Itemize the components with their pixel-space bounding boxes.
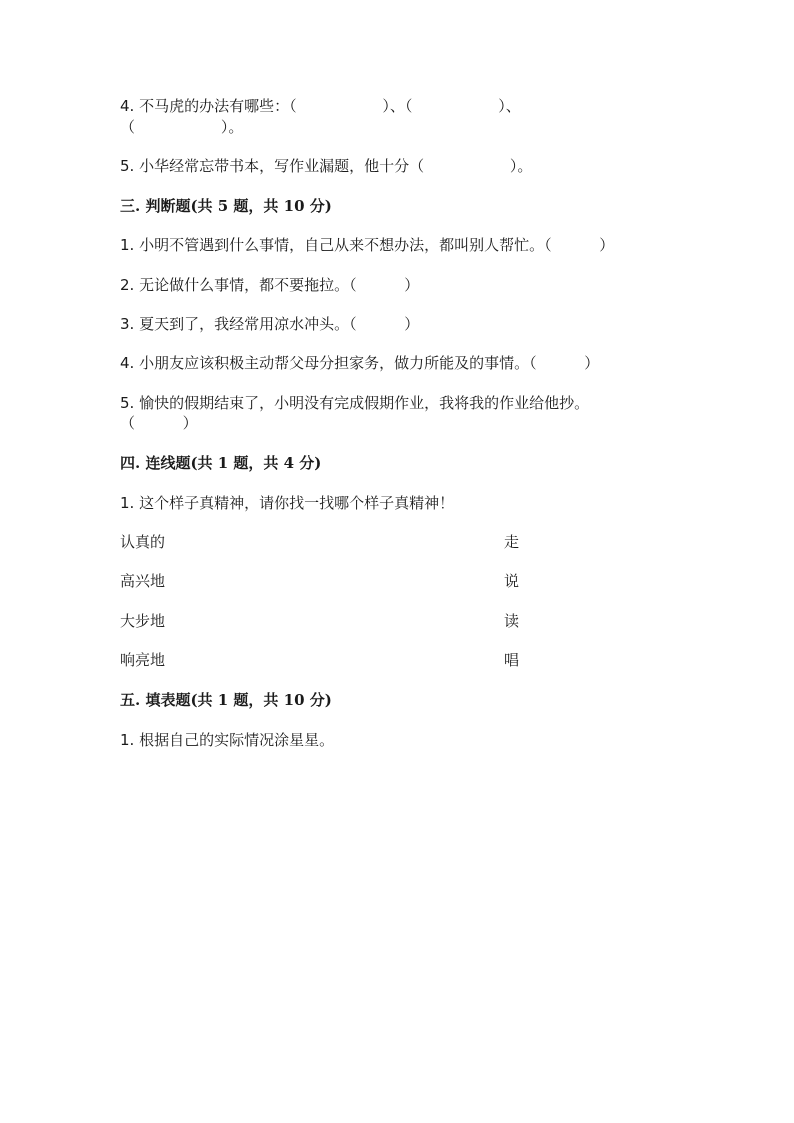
judge-section-heading: 三. 判断题(共 5 题，共 10 分) (120, 197, 332, 215)
matching-left-item: 大步地 (120, 612, 166, 630)
judge-q1: 1. 小明不管遇到什么事情，自己从来不想办法，都叫别人帮忙。（ ） (120, 236, 615, 254)
matching-right-item: 走 (504, 533, 520, 551)
judge-q4: 4. 小朋友应该积极主动帮父母分担家务，做力所能及的事情。（ ） (120, 354, 600, 372)
matching-left-item: 认真的 (120, 533, 166, 551)
matching-right-item: 唱 (504, 651, 520, 669)
table-fill-section-heading: 五. 填表题(共 1 题，共 10 分) (120, 691, 332, 709)
matching-section-heading: 四. 连线题(共 1 题，共 4 分) (120, 454, 322, 472)
fill-blank-q5: 5. 小华经常忘带书本，写作业漏题，他十分（ ）。 (120, 157, 533, 175)
table-fill-q1: 1. 根据自己的实际情况涂星星。 (120, 731, 335, 749)
fill-blank-q4-line1: 4. 不马虎的办法有哪些：（ ）、（ ）、 (120, 97, 521, 115)
judge-q3: 3. 夏天到了，我经常用凉水冲头。（ ） (120, 315, 420, 333)
matching-left-item: 高兴地 (120, 572, 166, 590)
judge-q2: 2. 无论做什么事情，都不要拖拉。（ ） (120, 276, 420, 294)
matching-left-item: 响亮地 (120, 651, 166, 669)
matching-q1: 1. 这个样子真精神，请你找一找哪个样子真精神！ (120, 494, 455, 512)
matching-right-item: 读 (504, 612, 520, 630)
fill-blank-q4-line2: （ ）。 (120, 118, 244, 136)
judge-q5-line2: （ ） (120, 414, 198, 432)
judge-q5-line1: 5. 愉快的假期结束了，小明没有完成假期作业，我将我的作业给他抄。 (120, 394, 590, 412)
matching-right-item: 说 (504, 572, 520, 590)
